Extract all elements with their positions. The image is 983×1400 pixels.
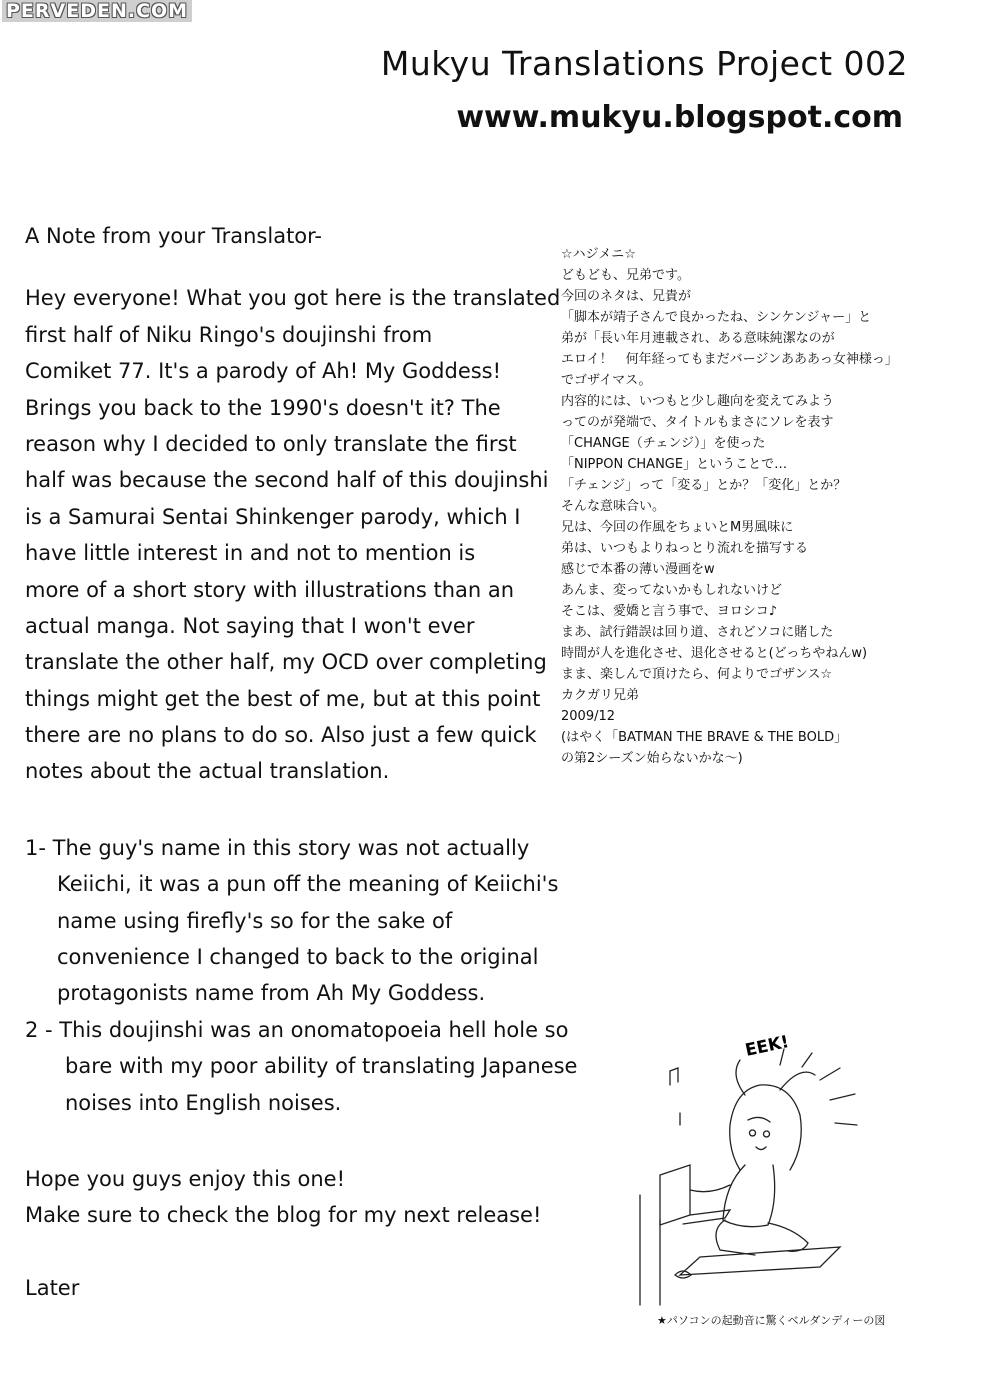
jp-line: 内容的には、いつもと少し趣向を変えてみよう (561, 394, 835, 409)
note-line: name using firefly's so for the sake of (57, 908, 453, 933)
note-line: have little interest in and not to mention is (25, 541, 476, 566)
note-line: Hope you guys enjoy this one! (25, 1166, 346, 1191)
note-line: translate the other half, my OCD over completing (25, 650, 547, 675)
note-heading: A Note from your Translator- (25, 224, 323, 248)
japanese-afterword (561, 244, 921, 769)
note-line: Keiichi, it was a pun off the meaning of Keiichi's (57, 872, 559, 897)
jp-line: あんま、変ってないかもしれないけど (561, 583, 783, 598)
jp-line: 感じで本番の薄い漫画をw (561, 562, 715, 577)
jp-line: (はやく「BATMAN THE BRAVE & THE BOLD」 (561, 730, 848, 745)
note-intro-paragraph (25, 280, 561, 789)
jp-line: どもども、兄弟です。 (561, 268, 690, 283)
note-line: there are no plans to do so. Also just a few quick (25, 723, 537, 748)
note-closing (25, 1161, 555, 1234)
note-line: convenience I changed to back to the original (57, 945, 539, 970)
note-line: Hey everyone! What you got here is the translated (25, 286, 561, 311)
jp-line: まま、楽しんで頂けたら、何よりでゴザンス☆ (561, 667, 833, 682)
jp-line: まあ、試行錯誤は回り道、されどソコに賭した (561, 625, 834, 640)
note-line: protagonists name from Ah My Goddess. (57, 981, 486, 1006)
jp-line: 兄は、今回の作風をちょいとM男風味に (561, 520, 794, 535)
note-line: first half of Niku Ringo's doujinshi from (25, 322, 433, 347)
jp-line: 「チェンジ」って「変る」とか？「変化」とか？ (561, 478, 847, 493)
jp-line: そこは、愛嬌と言う事で、ヨロシコ♪ (561, 604, 778, 619)
jp-line: 今回のネタは、兄貴が (561, 289, 692, 304)
note-line: 1- The guy's name in this story was not actually (25, 835, 530, 860)
jp-paragraph (561, 706, 921, 769)
note-line: more of a short story with illustrations than an (25, 577, 515, 602)
note-line: noises into English noises. (65, 1090, 342, 1115)
jp-line: の第2シーズン始らないかな～) (561, 751, 743, 766)
jp-title: ☆ハジメニ☆ (561, 247, 636, 262)
note-line: Make sure to check the blog for my next release! (25, 1203, 542, 1228)
jp-line: エロイ！ 何年経ってもまだバージンあああっ女神様っ」 (561, 352, 898, 367)
note-line: Brings you back to the 1990's doesn't it? The (25, 395, 501, 420)
jp-paragraph (561, 580, 921, 622)
jp-date: 2009/12 (561, 709, 616, 724)
note-line: bare with my poor ability of translating Japanese (65, 1054, 578, 1079)
jp-line: 「CHANGE（チェンジ）」を使った (561, 436, 766, 451)
illustration-caption: ★パソコンの起動音に驚くベルダンディーの図 (657, 1314, 886, 1327)
jp-line: 時間が人を進化させ、退化させると(どっちやねんw) (561, 646, 868, 661)
note-item-2 (25, 1012, 578, 1121)
note-line: half was because the second half of this doujinshi (25, 468, 549, 493)
sfx-eek-label: EEK! (743, 1032, 791, 1061)
jp-line: 弟が「長い年月連載され、ある意味純潔なのが (561, 331, 835, 346)
page-title: Mukyu Translations Project 002 (380, 44, 908, 83)
jp-paragraph (561, 286, 921, 391)
note-line: reason why I decided to only translate the first (25, 431, 517, 456)
jp-paragraph (561, 622, 921, 664)
jp-line: ってのが発端で、タイトルもまさにソレを表す (561, 415, 834, 430)
jp-line: でゴザイマス。 (561, 373, 652, 388)
translator-note (25, 218, 578, 1306)
jp-line: そんな意味合い。 (561, 499, 666, 514)
watermark-logo: PERVEDEN.COM (2, 0, 192, 22)
note-line: notes about the actual translation. (25, 759, 390, 784)
note-line: things might get the best of me, but at this point (25, 686, 541, 711)
jp-signature: カクガリ兄弟 (561, 688, 640, 703)
belldandy-sketch-illustration (630, 1025, 890, 1310)
blog-url: www.mukyu.blogspot.com (456, 100, 903, 135)
sketch-lines (640, 1049, 857, 1305)
jp-paragraph (561, 517, 921, 580)
jp-line: 弟は、いつもよりねっとり流れを描写する (561, 541, 809, 556)
note-signoff: Later (25, 1275, 80, 1300)
note-line: Comiket 77. It's a parody of Ah! My Goddess! (25, 359, 502, 384)
jp-line: 「NIPPON CHANGE」ということで… (561, 457, 788, 472)
note-line: 2 - This doujinshi was an onomatopoeia hell hole so (25, 1017, 569, 1042)
jp-paragraph (561, 391, 921, 517)
note-item-1 (25, 830, 559, 1012)
jp-line: 「脚本が靖子さんで良かったね、シンケンジャー」と (561, 310, 872, 325)
note-line: actual manga. Not saying that I won't ever (25, 613, 475, 638)
note-line: is a Samurai Sentai Shinkenger parody, which I (25, 504, 521, 529)
